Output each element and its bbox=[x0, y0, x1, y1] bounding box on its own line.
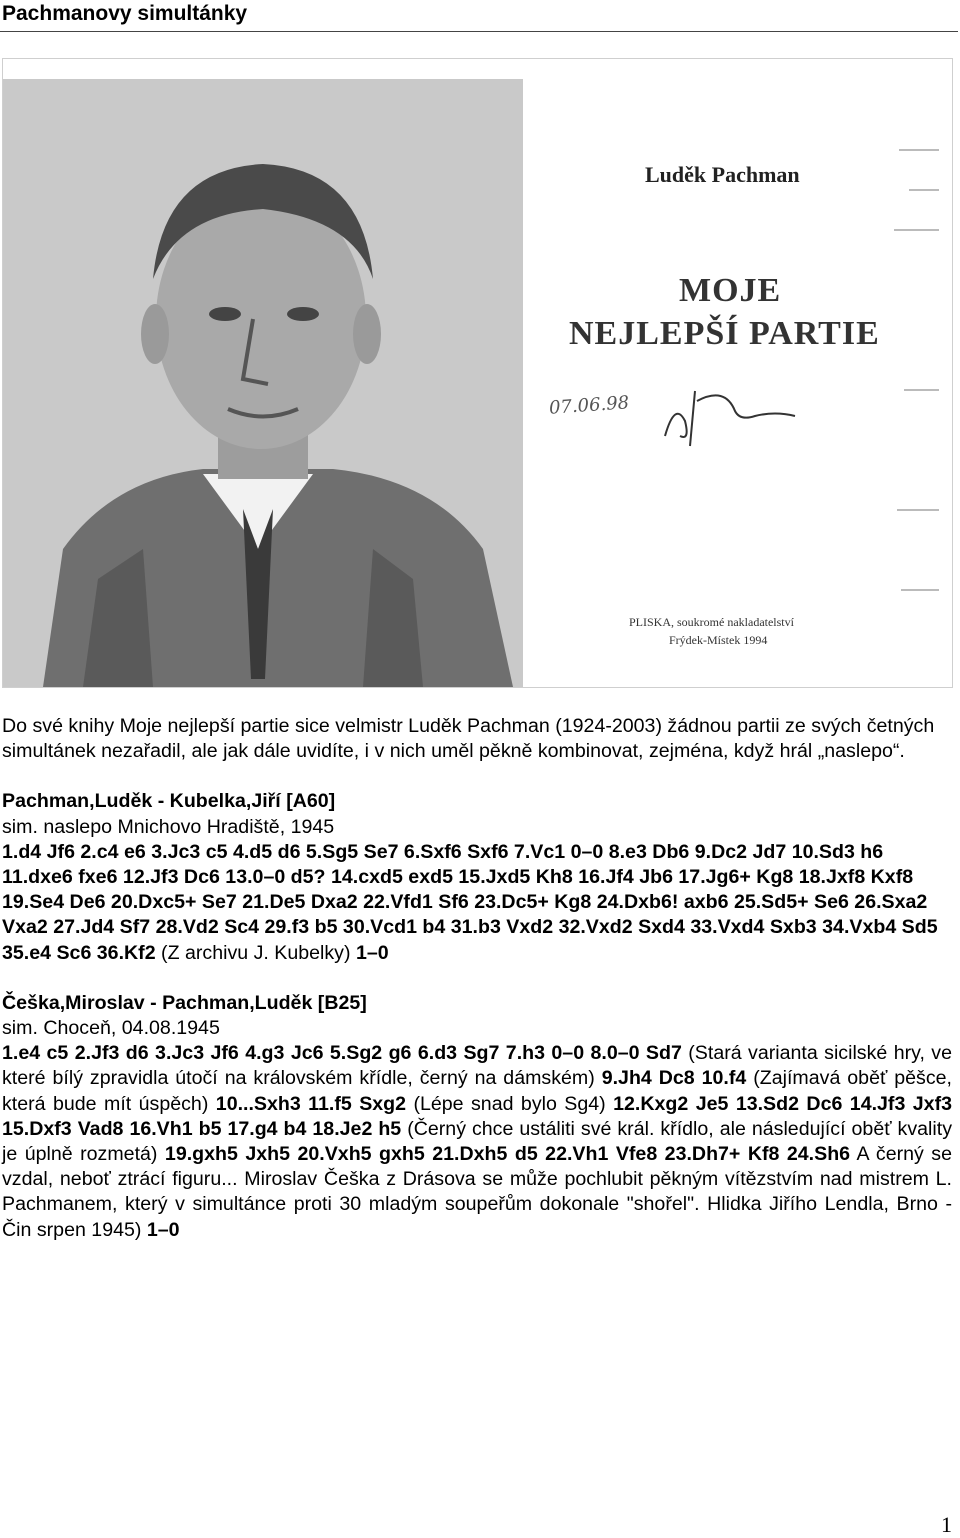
game2-event: sim. Choceň, 04.08.1945 bbox=[2, 1017, 220, 1040]
book-title-line2: NEJLEPŠÍ PARTIE bbox=[569, 315, 880, 352]
intro-paragraph: Do své knihy Moje nejlepší partie sice velmistr Luděk Pachman (1924-2003) žádnou partii ze svých četných simultánek nezařadil, ale jak dále uvidíte, i v nich uměl pěkně kombinovat, zejména, když hrál „naslepo“. bbox=[2, 715, 935, 763]
page-number: 1 bbox=[941, 1512, 952, 1537]
toc-line bbox=[909, 189, 939, 191]
book-title-line1: MOJE bbox=[679, 272, 782, 309]
author-portrait-photo bbox=[3, 79, 523, 687]
handwritten-date: 07.06.98 bbox=[548, 392, 630, 419]
game2-moves: 1.e4 c5 2.Jf3 d6 3.Jc3 Jf6 4.g3 Jc6 5.Sg2 g6 6.d3 Sg7 7.h3 0–0 8.0–0 Sd7 (Stará varianta sicilské hry, ve které bílý zpravidla útočí na královském křídle, černý na dámském) 9.Jh4 Dc8 10.f4 (Zajímavá oběť pěšce, která bude mít úspěch) 10...Sxh3 11.f5 Sxg2 (Lépe snad bylo Sg4) 12.Kxg2 Je5 13.Sd2 Dc6 14.Jf3 Jxf3 15.Dxf3 Vad8 16.Vh1 b5 17.g4 b4 18.Je2 h5 (Černý chce ustáliti své král. křídlo, ale následující oběť kvality je úplně rozmetá) 19.gxh5 Jxh5 20.Vxh5 gxh5 21.Dxh5 d5 22.Vh1 Vfe8 23.Dh7+ Kf8 24.Sh6 A černý se vzdal, neboť ztrácí figuru... Miroslav Češka z Drásova se může pochlubit pěkným vítězstvím nad mistrem L. Pachmanem, který v simultánce proti 30 mladým soupeřům dokonale "shořel". Hlidka Jiřího Lendla, Brno - Čin srpen 1945) 1–0 bbox=[2, 1042, 952, 1241]
book-place-year: Frýdek-Místek 1994 bbox=[669, 633, 768, 647]
scanned-book-image bbox=[2, 58, 953, 688]
page-title: Pachmanovy simultánky bbox=[2, 2, 248, 25]
game1-heading: Pachman,Luděk - Kubelka,Jiří [A60] bbox=[2, 790, 336, 813]
book-title-page bbox=[533, 89, 943, 679]
book-publisher: PLISKA, soukromé nakladatelství bbox=[629, 615, 794, 629]
portrait-illustration bbox=[3, 79, 523, 687]
toc-line bbox=[894, 229, 939, 231]
game1-moves: 1.d4 Jf6 2.c4 e6 3.Jc3 c5 4.d5 d6 5.Sg5 Se7 6.Sxf6 Sxf6 7.Vc1 0–0 8.e3 Db6 9.Dc2 Jd7 10.Sd3 h6 11.dxe6 fxe6 12.Jf3 Dc6 13.0–0 d5? 14.cxd5 exd5 15.Jxd5 Kh8 16.Jf4 Jb6 17.Jg6+ Kg8 18.Jxf8 Kxf8 19.Se4 De6 20.Dxc5+ Se7 21.De5 Dxa2 22.Vfd1 Sf6 23.Dc5+ Kg8 24.Dxb6! axb6 25.Sd5+ Se6 26.Sxa2 Vxa2 27.Jd4 Sf7 28.Vd2 Sc4 29.f3 b5 30.Vcd1 b4 31.b3 Vxd2 32.Vxd2 Sxd4 33.Vxd4 Sxb3 34.Vxb4 Sd5 35.e4 Sc6 36.Kf2 (Z archivu J. Kubelky) 1–0 bbox=[2, 840, 938, 964]
game1-event: sim. naslepo Mnichovo Hradiště, 1945 bbox=[2, 815, 335, 838]
handwritten-signature bbox=[625, 381, 805, 451]
toc-line bbox=[901, 589, 939, 591]
toc-line bbox=[899, 149, 939, 151]
game2-heading: Češka,Miroslav - Pachman,Luděk [B25] bbox=[2, 991, 367, 1014]
toc-line bbox=[904, 389, 939, 391]
article-body bbox=[2, 714, 952, 1243]
book-author: Luděk Pachman bbox=[645, 162, 800, 187]
title-divider bbox=[0, 31, 958, 32]
toc-line bbox=[897, 509, 939, 511]
